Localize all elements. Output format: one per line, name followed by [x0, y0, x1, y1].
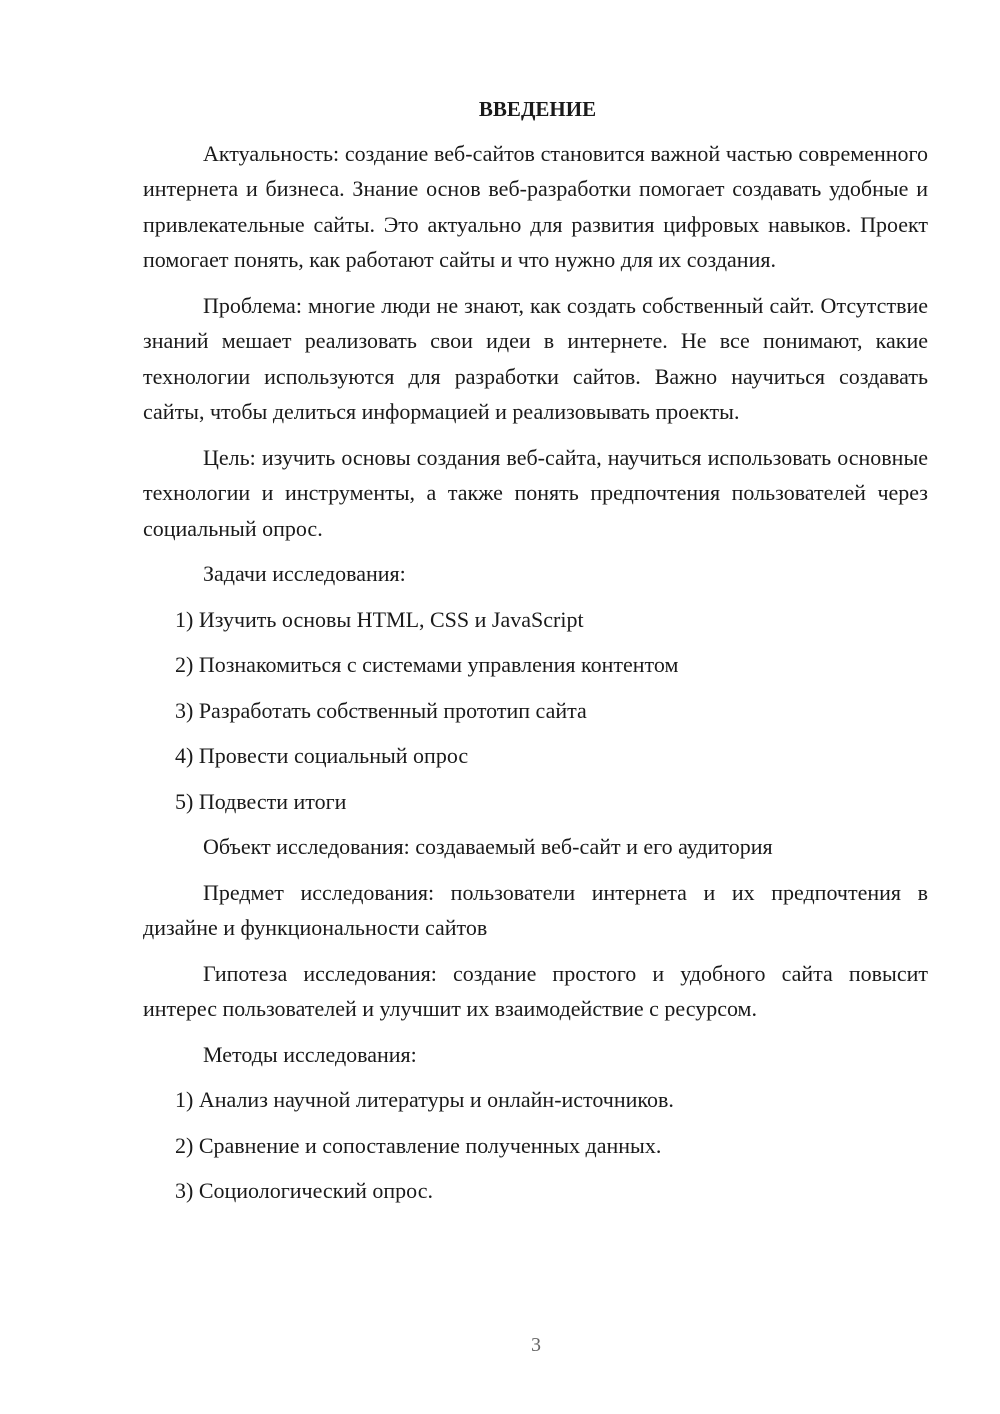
methods-heading: Методы исследования: [203, 1041, 417, 1067]
methods-list-item: 3) Социологический опрос. [175, 1178, 433, 1203]
hypothesis-paragraph: Гипотеза исследования: создание простого и удобного сайта повысит интерес пользователей и улучшит их взаимодействие с ресурсом. [143, 960, 928, 1021]
relevance-paragraph: Актуальность: создание веб-сайтов становится важной частью современного интернета и бизнеса. Знание основ веб-разработки помогает создавать удобные и привлекательные сайты. Это актуально для развития цифровых навыков. Проект помогает понять, как работают сайты и что нужно для их создания. [143, 140, 928, 272]
tasks-list-item: 3) Разработать собственный прототип сайта [175, 697, 587, 723]
tasks-list-item: 1) Изучить основы HTML, CSS и JavaScript [175, 606, 584, 632]
goal-paragraph: Цель: изучить основы создания веб-сайта, научиться использовать основные технологии и инструменты, а также понять предпочтения пользователей через социальный опрос. [143, 444, 928, 541]
tasks-list-item: 4) Провести социальный опрос [175, 743, 469, 768]
tasks-list-item: 2) Познакомиться с системами управления контентом [175, 652, 679, 677]
methods-list-item: 1) Анализ научной литературы и онлайн-источников. [175, 1087, 674, 1112]
subject-paragraph: Предмет исследования: пользователи интернета и их предпочтения в дизайне и функциональности сайтов [143, 879, 928, 940]
page-number: 3 [531, 1334, 541, 1356]
object-paragraph: Объект исследования: создаваемый веб-сайт и его аудитория [203, 834, 773, 859]
tasks-list-item: 5) Подвести итоги [175, 788, 347, 814]
methods-list-item: 2) Сравнение и сопоставление полученных данных. [175, 1132, 662, 1158]
page-title: ВВЕДЕНИЕ [478, 97, 597, 121]
problem-paragraph: Проблема: многие люди не знают, как создать собственный сайт. Отсутствие знаний мешает реализовать свои идеи в интернете. Не все понимают, какие технологии используются для разработки сайтов. Важно научиться создавать сайты, чтобы делиться информацией и реализовывать проекты. [143, 292, 928, 424]
document-page [143, 92, 928, 1219]
tasks-heading: Задачи исследования: [203, 561, 406, 586]
